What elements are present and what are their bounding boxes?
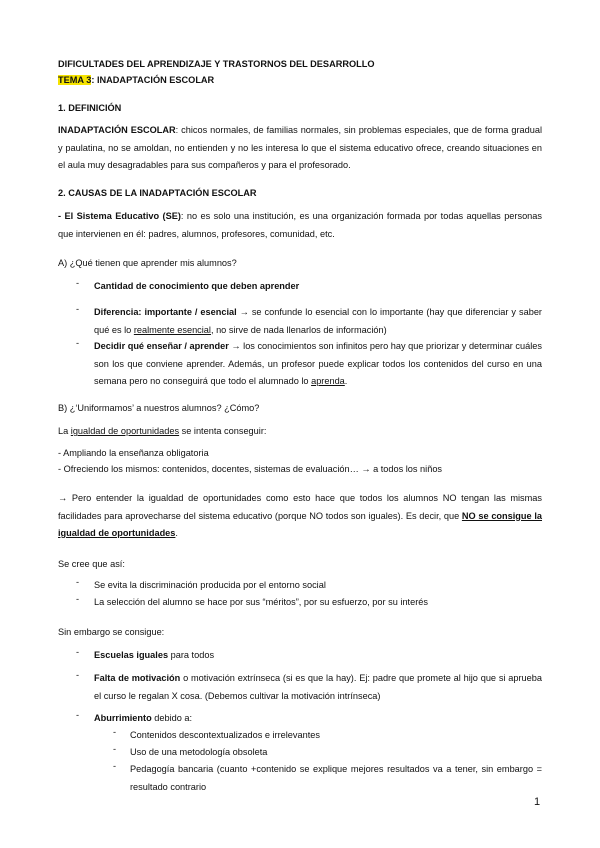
list-item-motivacion: Falta de motivación o motivación extrínseca (si es que la hay). Ej: padre que promete al hijo que si aprueba el curso le regalan X cosa. (Debemos cultivar la motivación intrínseca)	[94, 673, 542, 701]
list-dash: -	[76, 710, 80, 720]
part-a-heading: A) ¿Qué tienen que aprender mis alumnos?	[58, 258, 237, 268]
section2-heading: 2. CAUSAS DE LA INADAPTACIÓN ESCOLAR	[58, 188, 257, 198]
list-dash: -	[76, 577, 80, 587]
sublist-dash: -	[113, 744, 117, 754]
list-dash: -	[76, 338, 80, 348]
igualdad-line: La igualdad de oportunidades se intenta conseguir:	[58, 426, 267, 436]
sublist-dash: -	[113, 761, 117, 771]
list-dash: -	[76, 304, 80, 314]
sublist-dash: -	[113, 727, 117, 737]
course-title: DIFICULTADES DEL APRENDIZAJE Y TRASTORNOS DEL DESARROLLO	[58, 59, 375, 69]
tema-title: TEMA 3: INADAPTACIÓN ESCOLAR	[58, 75, 215, 85]
section1-heading: 1. DEFINICIÓN	[58, 103, 122, 113]
list-dash: -	[76, 278, 80, 288]
sin-embargo-label: Sin embargo se consigue:	[58, 627, 165, 637]
se-paragraph: - El Sistema Educativo (SE): no es solo una institución, es una organización formada por todas aquellas personas que intervienen en él: padres, alumnos, profesores, comunidad, etc.	[58, 211, 542, 239]
sublist-item-pedagogia: Pedagogía bancaria (cuanto +contenido se explique mejores resultados va a tener, sin embargo = resultado contrario	[130, 764, 542, 792]
list-dash: -	[76, 594, 80, 604]
list-item-escuelas: Escuelas iguales para todos	[94, 650, 215, 660]
page-number: 1	[534, 796, 541, 808]
list-item-decidir: Decidir qué enseñar / aprender → los conocimientos son infinitos pero hay que priorizar y determinar cuáles son los que conviene aprender. Además, un profesor puede explicar todos los contenidos del curso en una semana pero no conseguirá que todo el alumnado lo aprenda.	[94, 341, 542, 386]
ofreciendo-line: - Ofreciendo los mismos: contenidos, docentes, sistemas de evaluación… → a todos los niños	[58, 464, 443, 474]
list-item-seleccion: La selección del alumno se hace por sus “méritos”, por su esfuerzo, por su interés	[94, 597, 428, 607]
list-item-cantidad: Cantidad de conocimiento que deben aprender	[94, 281, 300, 291]
list-dash: -	[76, 647, 80, 657]
part-b-heading: B) ¿‘Uniformamos’ a nuestros alumnos? ¿Cómo?	[58, 403, 260, 413]
arrow-paragraph: → Pero entender la igualdad de oportunidades como esto hace que todos los alumnos NO tengan las mismas facilidades para aprovecharse del sistema educativo (porque NO todos son iguales). Es decir, que NO se consigue la igualdad de oportunidades.	[58, 493, 542, 538]
list-item-diferencia: Diferencia: importante / esencial → se confunde lo esencial con lo importante (hay que diferenciar y saber qué es lo realmente esencial, no sirve de nada llenarlos de información)	[94, 307, 542, 335]
sublist-item-metodologia: Uso de una metodología obsoleta	[130, 747, 268, 757]
list-item-discriminacion: Se evita la discriminación producida por el entorno social	[94, 580, 326, 590]
definition-paragraph: INADAPTACIÓN ESCOLAR: chicos normales, de familias normales, sin problemas especiales, que de forma gradual y paulatina, no se amoldan, no entienden y no les interesa lo que el sistema educativo ofrece, creando situaciones en el aula muy desagradables para sus compañeros y para el profesorado.	[58, 125, 542, 170]
list-dash: -	[76, 670, 80, 680]
ampliando-line: - Ampliando la enseñanza obligatoria	[58, 448, 209, 458]
sublist-item-contenidos: Contenidos descontextualizados e irrelevantes	[130, 730, 320, 740]
tema-label-highlight: TEMA 3	[58, 75, 92, 85]
se-cree-label: Se cree que así:	[58, 559, 125, 569]
list-item-aburrimiento: Aburrimiento debido a:	[94, 713, 193, 723]
